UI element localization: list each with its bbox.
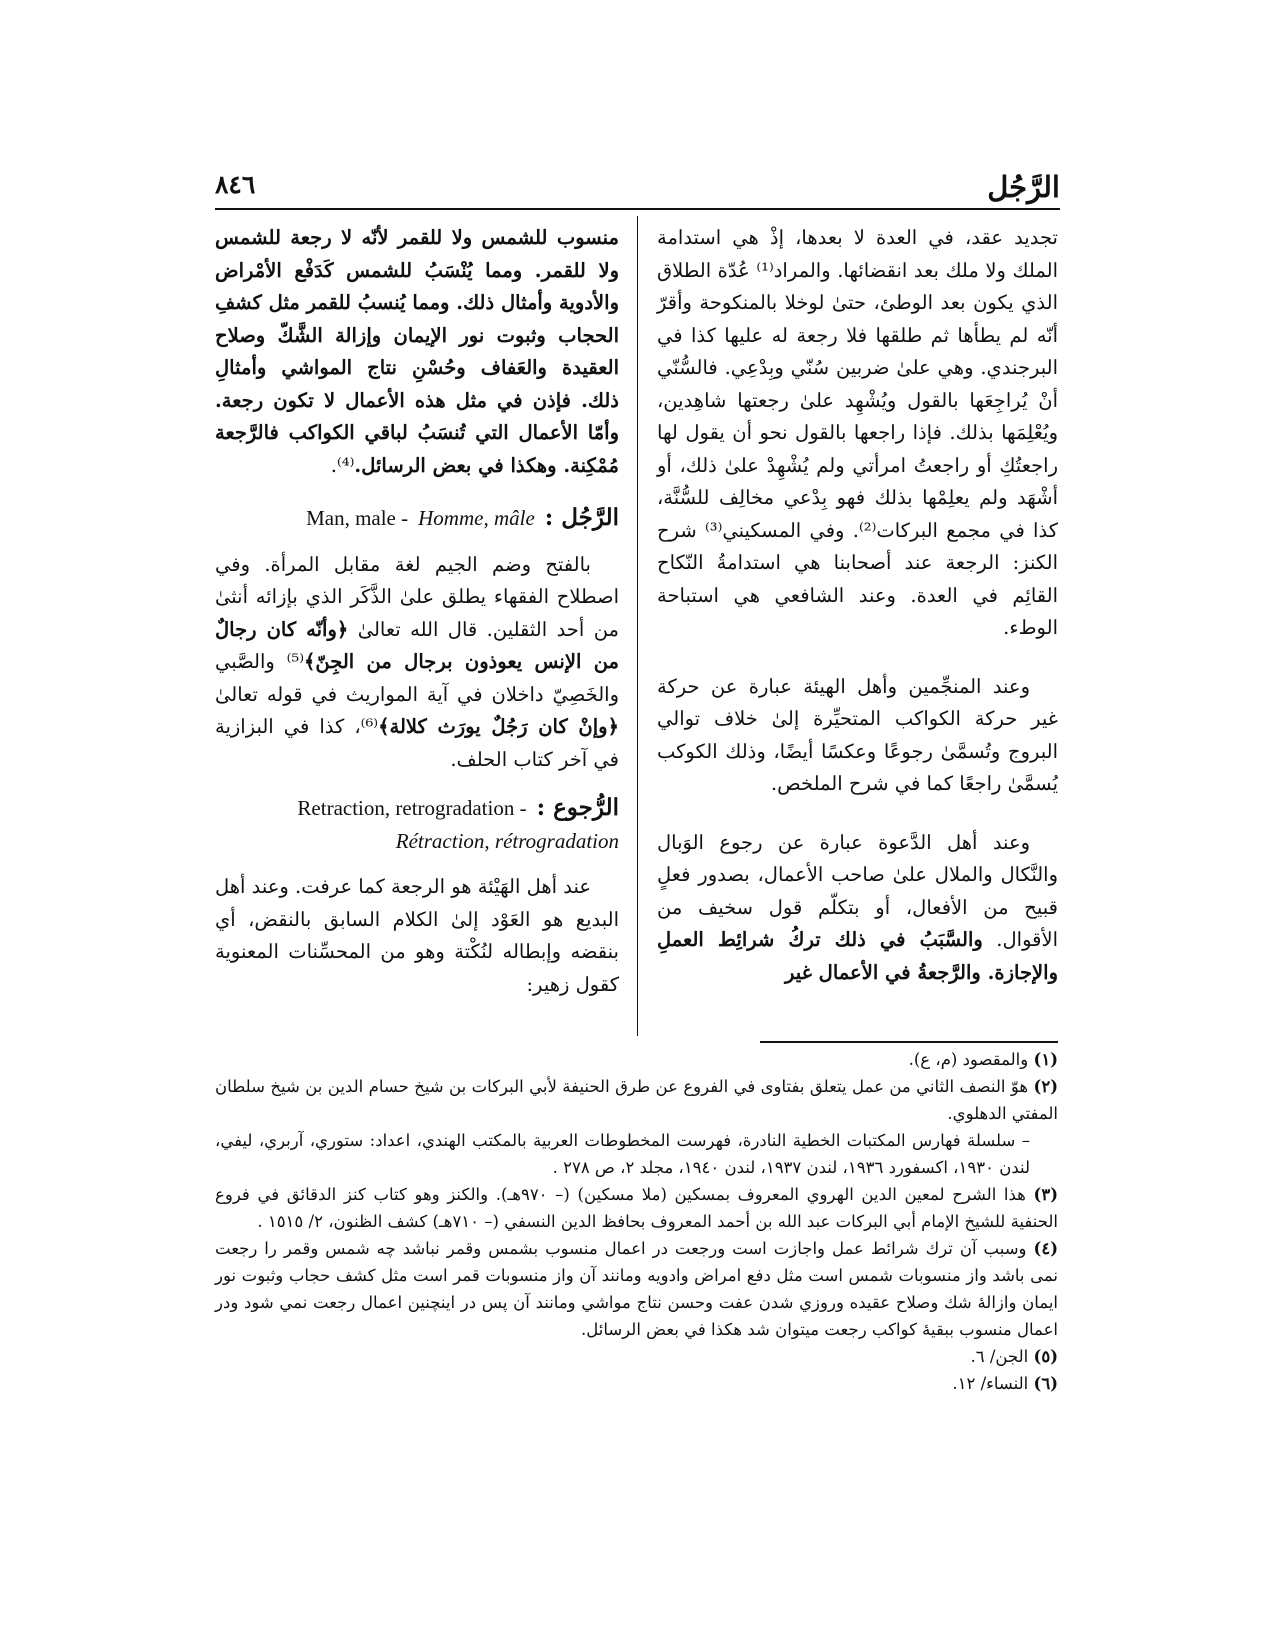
footnote-number: (٥) <box>1033 1347 1058 1366</box>
paragraph-ruju: عند أهل الهَيْئة هو الرجعة كما عرفت. وعند أهل البديع هو العَوْد إلىٰ الكلام السابق بالنقض، أي بنقضه وإبطاله لنُكْتة وهو من المحسِّنات المعنوية كقول زهير: <box>215 875 619 996</box>
entry-heading-ruju <box>215 792 619 825</box>
footnote-text: الجن/ ٦. <box>970 1347 1029 1366</box>
footnote-rule <box>760 1041 1058 1043</box>
footnote-ref-4: ⁽⁴⁾. <box>330 453 355 477</box>
footnote-text: والمقصود (م، ع). <box>908 1050 1029 1069</box>
running-title: الرَّجُل <box>987 170 1060 204</box>
paragraph-rajul-c: ⁽⁶⁾، كذا في البزازية في آخر كتاب الحلف. <box>215 715 619 771</box>
paragraph-astronomers: وعند المنجِّمين وأهل الهيئة عبارة عن حركة غير حركة الكواكب المتحيِّرة إلىٰ خلاف توالي البروج وتُسمَّىٰ رجوعًا وعكسًا أيضًا، وذلك الكوكب يُسمَّىٰ راجعًا كما في شرح الملخص. <box>657 674 1058 795</box>
footnote-text: وسبب آن ترك شرائط عمل واجازت است ورجعت در اعمال منسوب بشمس وقمر نباشد چه شمس وقمر را رجعت نمى باشد واز منسوبات شمس است مثل دفع امراض وادويه ومانند آن واز منسوبات قمر است مثل كشف حجاب وثبوت نور ايمان وازالهٔ شك وصلاح عقيده وروزي شدن عفت وحسن نتاج مواشي ومانند آن پس در اينچنين اعمال رجعت نمي شود ودر اعمال منسوب ببقيهٔ كواكب رجعت ميتوان شد هكذا في بعض الرسائل. <box>215 1239 1058 1339</box>
page-header <box>215 170 1060 210</box>
entry-heading-rajul-ar: الرَّجُل : <box>544 504 619 531</box>
paragraph-dawah-text: وعند أهل الدَّعوة عبارة عن رجوع الوَبال والنَّكال والملال علىٰ صاحب الأعمال، بصدور فعلٍ قبيح من الأفعال، أو بتكلّم قول سخيف من الأقوال. <box>657 830 1058 951</box>
footnote-number: (٣) <box>1033 1185 1059 1204</box>
footnote-item <box>215 1127 1058 1181</box>
right-column <box>657 222 1058 989</box>
entry-heading-ruju-en: Retraction, retrogradation - <box>297 796 527 820</box>
footnote-number: (٤) <box>1033 1239 1058 1258</box>
paragraph-continuation <box>215 222 619 482</box>
footnote-text: هوّ النصف الثاني من عمل يتعلق بفتاوى في الفروع عن طرق الحنيفة لأبي البركات بن شيخ حسام الدين بن شيخ سلطان المفتي الدهلوي. <box>215 1077 1058 1123</box>
paragraph-continuation-bold: منسوب للشمس ولا للقمر لأنّه لا رجعة للشمس ولا للقمر. ومما يُنْسَبُ للشمس كَدَفْع الأمْراض والأدوية وأمثال ذلك. ومما يُنسبُ للقمر مثل كشفِ الحجاب وثبوت نور الإيمان وإزالة الشَّكّ وصلاح العقيدة والعَفاف وحُسْنِ نتاج المواشي وأمثالِ ذلك. فإذن في مثل هذه الأعمال لا تكون رجعة. وأمّا الأعمال التي تُنسَبُ لباقي الكواكب فالرَّجعة مُمْكِنة. وهكذا في بعض الرسائل. <box>215 226 619 477</box>
footnote-item <box>215 1181 1058 1235</box>
footnote-number: (٦) <box>1033 1374 1058 1393</box>
left-column <box>215 222 619 1001</box>
quran-quote-2: ﴿وإنْ كان رَجُلٌ يورَث كلالة﴾ <box>378 715 619 738</box>
footnote-item <box>215 1046 1058 1073</box>
footnote-text: هذا الشرح لمعين الدين الهروي المعروف بمسكين (ملا مسكين) (– ٩٧٠هـ). والكنز وهو كتاب كنز الدقائق في فروع الحنفية للشيخ الإمام أبي البركات عبد الله بن أحمد المعروف بحافظ الدين النسفي (– ٧١٠هـ) كشف الظنون، ٢/ ١٥١٥ . <box>215 1185 1058 1231</box>
footnote-text: النساء/ ١٢. <box>952 1374 1029 1393</box>
paragraph-rajul-b: ⁽⁵⁾ والصَّبي والخَصِيّ داخلان في آية المواريث في قوله تعالىٰ <box>215 650 619 706</box>
footnote-item <box>215 1073 1058 1127</box>
paragraph-dawah-bold: والسَّبَبُ في ذلك تركُ شرائِط العملِ والإجازة. والرَّجعةُ في الأعمال غير <box>657 928 1058 984</box>
footnote-item <box>215 1343 1058 1370</box>
entry-heading-ruju-ar: الرُّجوع : <box>536 794 619 821</box>
column-divider <box>637 216 638 1036</box>
paragraph-raja-definition: تجديد عقد، في العدة لا بعدها، إذْ هي استدامة الملك ولا ملك بعد انقضائها. والمراد⁽¹⁾ عُدّة الطلاق الذي يكون بعد الوطئ، حتىٰ لوخلا بالمنكوحة وأقرّ أنّه لم يطأها ثم طلقها فلا رجعة له عليها كذا في البرجندي. وهي علىٰ ضربين سُنّي وبِدْعِي. فالسُّنّي أنْ يُراجِعَها بالقول ويُشْهِد علىٰ رجعتها شاهِدين، ويُعْلِمَها بذلك. فإذا راجعها بالقول نحو أن يقول لها راجعتُكِ أو راجعتُ امرأتي ولم يُشْهِدْ علىٰ ذلك، أو أشْهَد ولم يعلِمْها بذلك فهو بِدْعي مخالِف للسُّنَّة، كذا في مجمع البركات⁽²⁾. وفي المسكيني⁽³⁾ شرح الكنز: الرجعة عند أصحابنا هي استدامةُ النّكاح القائِم في العدة. وعند الشافعي هي استباحة الوطء. <box>657 226 1058 639</box>
footnote-text: – سلسلة فهارس المكتبات الخطية النادرة، فهرست المخطوطات العربية بالمكتب الهندي، اعداد: ستوري، آربري، ليفي، لندن ١٩٣٠، اكسفورد ١٩٣٦، لندن ١٩٣٧، لندن ١٩٤٠، مجلد ٢، ص ٢٧٨ . <box>215 1131 1030 1177</box>
paragraph-dawah <box>657 827 1058 990</box>
quran-quote-1: ﴿وأنّه كان رجالٌ من الإنس يعوذون برجال من الجِنّ﴾ <box>215 617 620 673</box>
entry-heading-ruju-fr: Rétraction, rétrogradation <box>395 828 619 853</box>
footnote-item <box>215 1235 1058 1343</box>
footnote-item <box>215 1370 1058 1397</box>
footnotes <box>215 1046 1058 1397</box>
header-rule <box>215 208 1060 210</box>
paragraph-rajul-a: بالفتح وضم الجيم لغة مقابل المرأة. وفي اصطلاح الفقهاء يطلق علىٰ الذَّكَر الذي بإزائه أنثىٰ من أحد الثقلين. قال الله تعالىٰ <box>215 552 619 641</box>
footnote-number: (١) <box>1033 1050 1058 1069</box>
footnote-number: (٢) <box>1033 1077 1058 1096</box>
page-number: ٨٤٦ <box>215 170 256 199</box>
entry-heading-rajul <box>215 502 619 535</box>
entry-heading-rajul-fr: Homme, mâle <box>418 506 535 530</box>
paragraph-rajul <box>215 549 619 777</box>
entry-heading-rajul-en: Man, male - <box>306 506 409 530</box>
